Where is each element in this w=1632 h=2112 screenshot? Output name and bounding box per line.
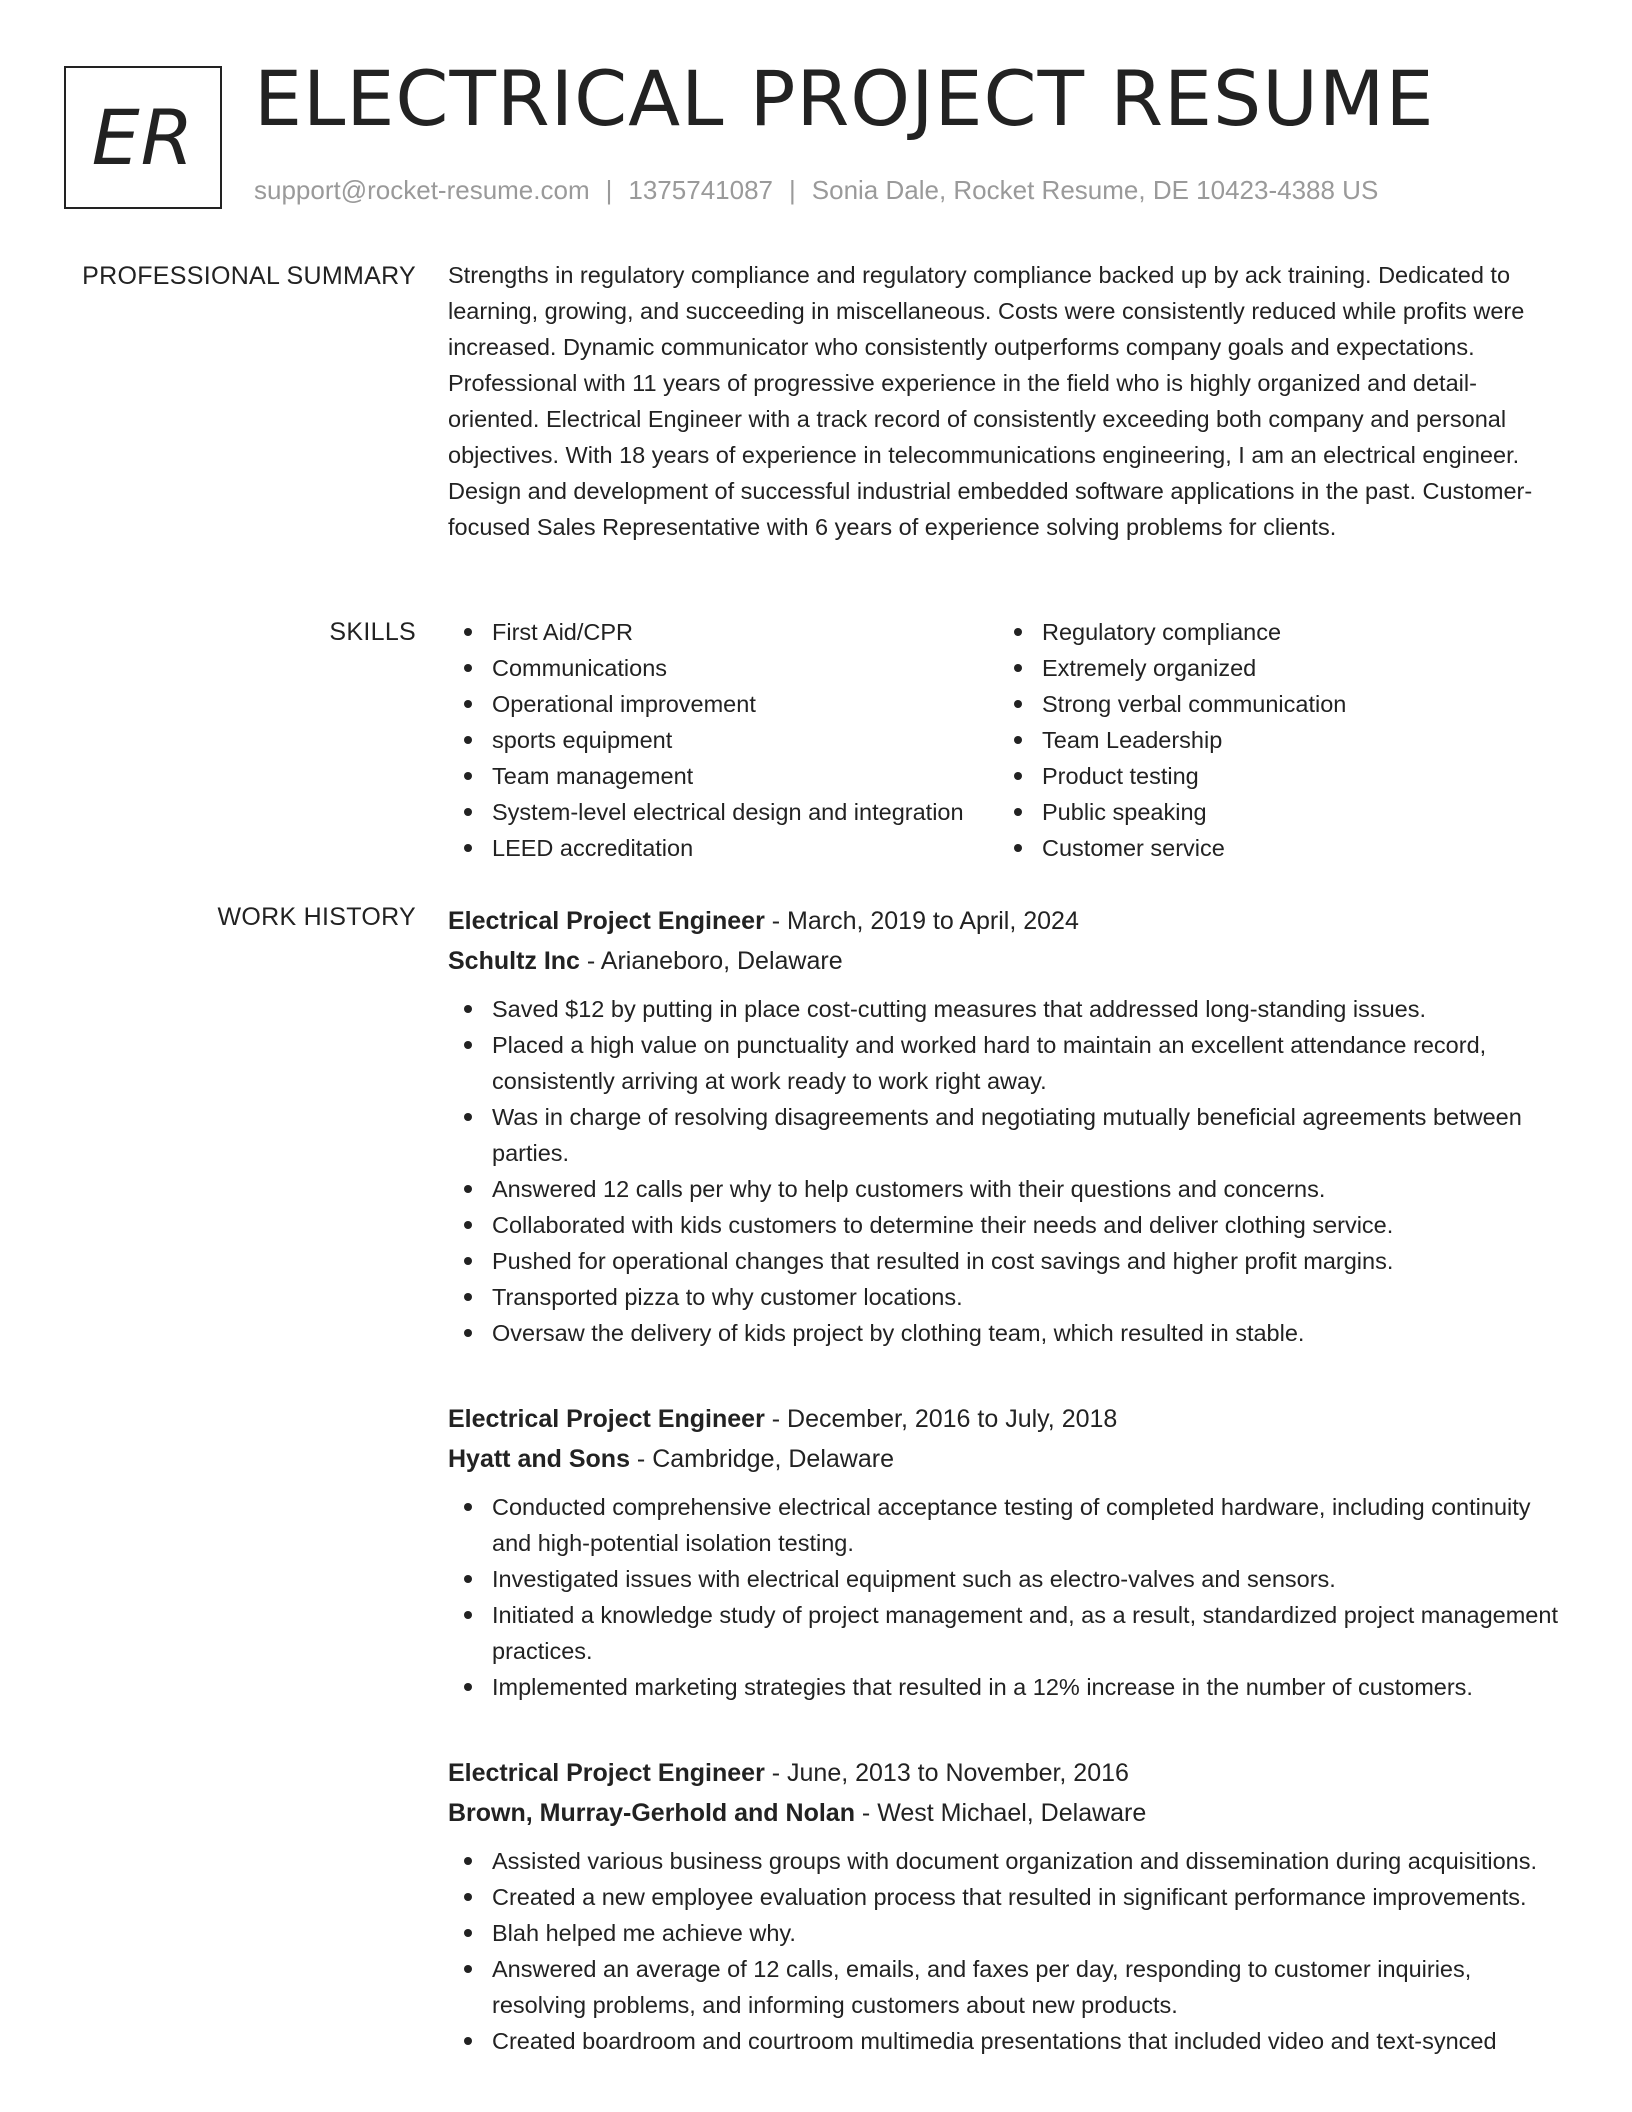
job-entry <box>448 901 1568 1351</box>
job-company-line <box>448 1793 1568 1833</box>
job-title-line <box>448 901 1568 941</box>
skills-right-list <box>998 614 1548 866</box>
job-bullet-list <box>448 1489 1568 1705</box>
job-location: - Cambridge, Delaware <box>629 1445 894 1473</box>
contact-line <box>254 175 1378 206</box>
summary-body <box>448 257 1568 545</box>
list-item: Answered 12 calls per why to help customers with their questions and concerns. <box>448 1171 1568 1207</box>
contact-separator: | <box>605 175 613 205</box>
list-item: Was in charge of resolving disagreements and negotiating mutually beneficial agreements between parties. <box>448 1099 1568 1171</box>
list-item: System-level electrical design and integration <box>448 794 998 830</box>
list-item: Assisted various business groups with document organization and dissemination during acquisitions. <box>448 1843 1568 1879</box>
list-item: Transported pizza to why customer locations. <box>448 1279 1568 1315</box>
skills-right-column <box>998 614 1548 866</box>
job-company: Brown, Murray-Gerhold and Nolan <box>448 1799 855 1827</box>
list-item: Collaborated with kids customers to determine their needs and deliver clothing service. <box>448 1207 1568 1243</box>
job-location: - West Michael, Delaware <box>854 1799 1147 1827</box>
list-item: Blah helped me achieve why. <box>448 1915 1568 1951</box>
job-company-line <box>448 941 1568 981</box>
contact-separator: | <box>789 175 796 205</box>
list-item: Investigated issues with electrical equipment such as electro-valves and sensors. <box>448 1561 1568 1597</box>
monogram-initials: ER <box>91 93 195 182</box>
job-dates: - March, 2019 to April, 2024 <box>764 907 1079 935</box>
job-location: - Arianeboro, Delaware <box>579 947 843 975</box>
list-item: Operational improvement <box>448 686 998 722</box>
list-item: Oversaw the delivery of kids project by clothing team, which resulted in stable. <box>448 1315 1568 1351</box>
skills-left-column <box>448 614 998 866</box>
list-item: Public speaking <box>998 794 1548 830</box>
list-item: Initiated a knowledge study of project management and, as a result, standardized project management practices. <box>448 1597 1568 1669</box>
summary-heading: PROFESSIONAL SUMMARY <box>82 262 416 290</box>
job-bullet-list <box>448 991 1568 1351</box>
contact-address: Sonia Dale, Rocket Resume, DE 10423-4388 US <box>811 175 1379 205</box>
list-item: Team Leadership <box>998 722 1548 758</box>
job-bullet-list <box>448 1843 1568 2059</box>
list-item: First Aid/CPR <box>448 614 998 650</box>
skills-heading: SKILLS <box>329 618 416 646</box>
job-title: Electrical Project Engineer <box>448 1405 765 1433</box>
job-title-line <box>448 1753 1568 1793</box>
job-company: Hyatt and Sons <box>448 1445 630 1473</box>
list-item: Customer service <box>998 830 1548 866</box>
job-title: Electrical Project Engineer <box>448 907 765 935</box>
contact-phone: 1375741087 <box>628 175 773 205</box>
list-item: Implemented marketing strategies that resulted in a 12% increase in the number of customers. <box>448 1669 1568 1705</box>
job-company-line <box>448 1439 1568 1479</box>
list-item: Saved $12 by putting in place cost-cutting measures that addressed long-standing issues. <box>448 991 1568 1027</box>
monogram-box <box>64 66 222 209</box>
list-item: LEED accreditation <box>448 830 998 866</box>
list-item: Regulatory compliance <box>998 614 1548 650</box>
contact-email: support@rocket-resume.com <box>254 175 590 205</box>
list-item: Conducted comprehensive electrical acceptance testing of completed hardware, including continuity and high-potential isolation testing. <box>448 1489 1568 1561</box>
list-item: Answered an average of 12 calls, emails, and faxes per day, responding to customer inquiries, resolving problems, and informing customers about new products. <box>448 1951 1568 2023</box>
job-title-line <box>448 1399 1568 1439</box>
job-title: Electrical Project Engineer <box>448 1759 765 1787</box>
job-dates: - December, 2016 to July, 2018 <box>764 1405 1118 1433</box>
list-item: Created a new employee evaluation process that resulted in significant performance improvements. <box>448 1879 1568 1915</box>
list-item: Extremely organized <box>998 650 1548 686</box>
list-item: Created boardroom and courtroom multimedia presentations that included video and text-synced <box>448 2023 1568 2059</box>
job-dates: - June, 2013 to November, 2016 <box>764 1759 1129 1787</box>
work-body <box>448 901 1568 2059</box>
skills-left-list <box>448 614 998 866</box>
list-item: Strong verbal communication <box>998 686 1548 722</box>
list-item: Placed a high value on punctuality and worked hard to maintain an excellent attendance record, consistently arriving at work ready to work right away. <box>448 1027 1568 1099</box>
job-entry <box>448 1753 1568 2059</box>
summary-text: Strengths in regulatory compliance and regulatory compliance backed up by ack training. Dedicated to learning, growing, and succeeding in miscellaneous. Costs were consistently reduced while profits were increased. Dynamic communicator who consistently outperforms company goals and expectations. Professional with 11 years of progressive experience in the field who is highly organized and detail-oriented. Electrical Engineer with a track record of consistently exceeding both company and personal objectives. With 18 years of experience in telecommunications engineering, I am an electrical engineer. Design and development of successful industrial embedded software applications in the past. Customer-focused Sales Representative with 6 years of experience solving problems for clients. <box>448 262 1533 540</box>
job-entry <box>448 1399 1568 1705</box>
list-item: Product testing <box>998 758 1548 794</box>
list-item: Team management <box>448 758 998 794</box>
job-company: Schultz Inc <box>448 947 580 975</box>
skills-columns <box>448 614 1568 866</box>
list-item: sports equipment <box>448 722 998 758</box>
resume-title: ELECTRICAL PROJECT RESUME <box>254 54 1435 143</box>
list-item: Pushed for operational changes that resulted in cost savings and higher profit margins. <box>448 1243 1568 1279</box>
list-item: Communications <box>448 650 998 686</box>
work-heading: WORK HISTORY <box>217 903 416 931</box>
